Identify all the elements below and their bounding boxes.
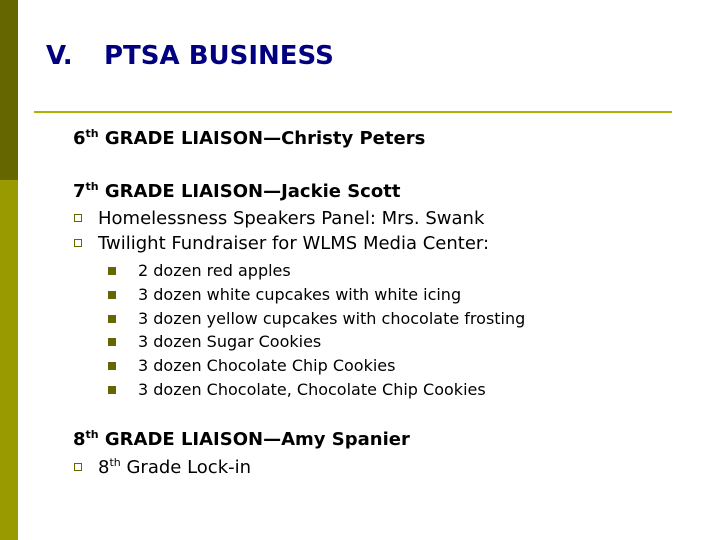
slide-title xyxy=(46,41,334,71)
accent-bar-bottom xyxy=(0,180,18,540)
title-text: PTSA BUSINESS xyxy=(104,41,334,71)
list-item: 8th Grade Lock-in xyxy=(73,457,251,478)
hollow-square-bullet-icon xyxy=(74,214,82,222)
fundraiser-item: 3 dozen white cupcakes with white icing xyxy=(108,285,461,304)
list-item: Twilight Fundraiser for WLMS Media Center: xyxy=(73,233,489,254)
section-number: V. xyxy=(46,41,73,71)
list-item: Homelessness Speakers Panel: Mrs. Swank xyxy=(73,208,484,229)
fundraiser-item: 3 dozen Chocolate Chip Cookies xyxy=(108,356,395,375)
square-bullet-icon xyxy=(108,386,116,394)
eighth-grade-heading: 8th GRADE LIAISON—Amy Spanier xyxy=(73,428,410,450)
square-bullet-icon xyxy=(108,315,116,323)
fundraiser-item: 2 dozen red apples xyxy=(108,261,291,280)
square-bullet-icon xyxy=(108,338,116,346)
fundraiser-item: 3 dozen Sugar Cookies xyxy=(108,332,321,351)
fundraiser-item: 3 dozen Chocolate, Chocolate Chip Cookies xyxy=(108,380,486,399)
square-bullet-icon xyxy=(108,267,116,275)
fundraiser-item: 3 dozen yellow cupcakes with chocolate frosting xyxy=(108,309,525,328)
sixth-grade-heading: 6th GRADE LIAISON—Christy Peters xyxy=(73,127,426,149)
seventh-grade-heading: 7th GRADE LIAISON—Jackie Scott xyxy=(73,180,401,202)
square-bullet-icon xyxy=(108,362,116,370)
hollow-square-bullet-icon xyxy=(74,239,82,247)
accent-bar-top xyxy=(0,0,18,180)
square-bullet-icon xyxy=(108,291,116,299)
hollow-square-bullet-icon xyxy=(74,463,82,471)
title-divider xyxy=(34,111,672,113)
